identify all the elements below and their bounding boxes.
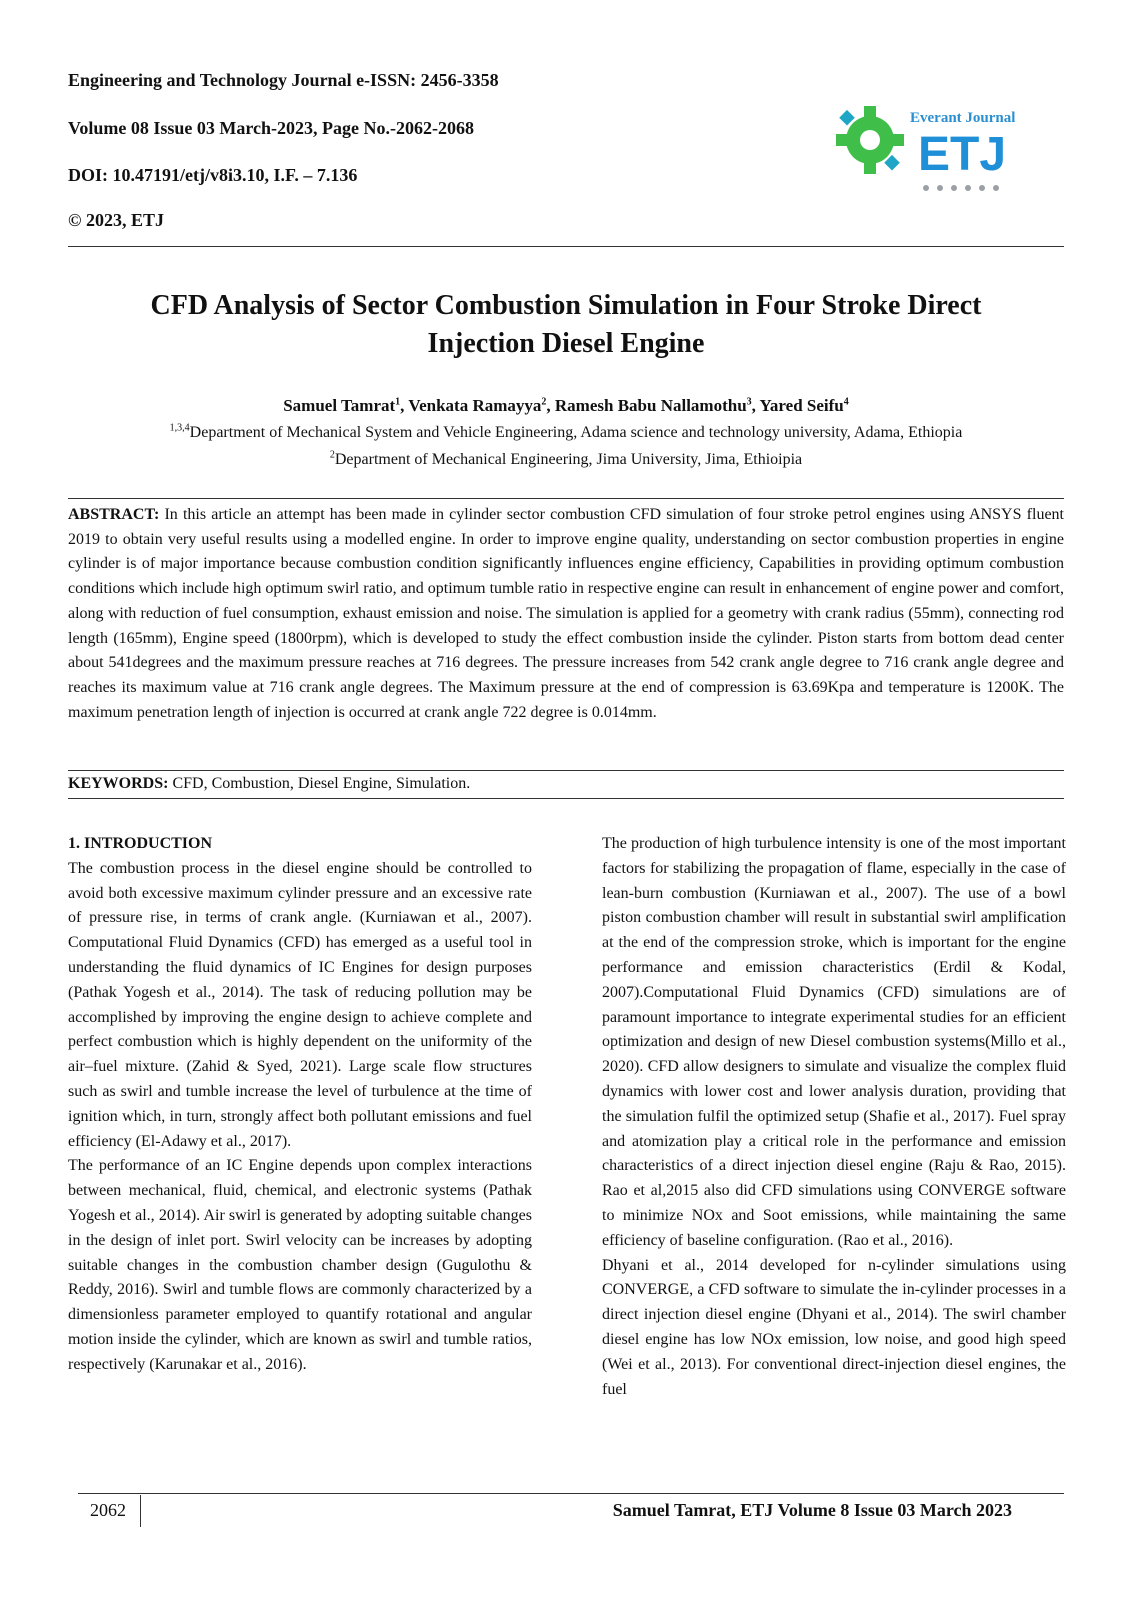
keywords-top-divider [68,770,1064,771]
abstract-text: In this article an attempt has been made in cylinder sector combustion CFD simulation of four stroke petrol engines using ANSYS fluent 2019 to obtain very useful results using a modelled engine. In order to improve engine quality, understanding on sector combustion properties in engine cylinder is of major importance because combustion condition significantly influences engine efficiency, Capabilities in providing optimum combustion conditions which include high optimum swirl ratio, and optimum tumble ratio in respective engine can result in enhancement of engine power and comfort, along with reduction of fuel consumption, exhaust emission and noise. The simulation is applied for a geometry with crank radius (55mm), connecting rod length (165mm), Engine speed (1800rpm), which is developed to study the effect combustion inside the cylinder. Piston starts from bottom dead center about 541degrees and the maximum pressure reaches at 716 degrees. The pressure increases from 542 crank angle degree to 716 crank angle degree and reaches its maximum value at 716 crank angle degrees. The Maximum pressure at the end of compression is 63.69Kpa and temperature is 1200K. The maximum penetration length of injection is occurred at crank angle 722 degree is 0.014mm. [68,506,1064,721]
left-column [68,832,532,1378]
paper-title [68,287,1064,363]
keywords-text: CFD, Combustion, Diesel Engine, Simulation. [168,775,471,792]
author-4: Yared Seifu [759,396,844,415]
gear-icon [836,106,904,174]
title-line-1: CFD Analysis of Sector Combustion Simulation in Four Stroke Direct [150,290,982,321]
affiliation-1 [68,424,1064,442]
author-1: Samuel Tamrat [283,396,396,415]
author-list [68,396,1064,416]
title-line-2: Injection Diesel Engine [427,328,705,359]
logo-text-main: ETJ [918,128,1007,181]
logo-decoration [923,185,999,191]
intro-paragraph-4: Dhyani et al., 2014 developed for n-cylinder simulations using CONVERGE, a CFD software to simulate the in-cylinder processes in a direct injection diesel engine (Dhyani et al., 2014). The swirl chamber diesel engine has low NOx emission, low noise, and good high speed (Wei et al., 2013). For conventional direct-injection diesel engines, the fuel [602,1256,1066,1398]
journal-name: Engineering and Technology Journal e-ISSN: 2456-3358 [68,70,499,90]
abstract-label: ABSTRACT: [68,506,160,523]
author-sep: , [400,396,409,415]
etj-logo [826,96,1036,198]
affiliation-2-text: Department of Mechanical Engineering, Jima University, Jima, Ethioipia [334,451,803,468]
page-number: 2062 [90,1500,126,1520]
running-footer: Samuel Tamrat, ETJ Volume 8 Issue 03 March 2023 [612,1500,1012,1520]
logo-text-top: Everant Journal [910,110,1016,126]
abstract [68,503,1064,725]
affiliation-1-text: Department of Mechanical System and Vehicle Engineering, Adama science and technology university, Adama, Ethiopia [189,424,963,441]
doi-info: DOI: 10.47191/etj/v8i3.10, I.F. – 7.136 [68,165,358,185]
keywords [68,775,1064,793]
footer-divider [78,1493,1064,1494]
copyright: © 2023, ETJ [68,210,164,230]
author-sep: , [546,396,555,415]
intro-paragraph-2: The performance of an IC Engine depends upon complex interactions between mechanical, fluid, chemical, and electronic systems (Pathak Yogesh et al., 2014). Air swirl is generated by adopting suitable changes in the design of inlet port. Swirl velocity can be increases by adopting suitable changes in the combustion chamber design (Gugulothu & Reddy, 2016). Swirl and tumble flows are commonly characterized by a dimensionless parameter employed to quantify rotational and angular motion inside the cylinder, which are known as swirl and tumble ratios, respectively (Karunakar et al., 2016). [68,1157,532,1373]
intro-paragraph-1: The combustion process in the diesel engine should be controlled to avoid both excessive maximum cylinder pressure and an excessive rate of pressure rise, in terms of crank angle. (Kurniawan et al., 2007). Computational Fluid Dynamics (CFD) has emerged as a useful tool in understanding the fluid dynamics of IC Engines for design purposes (Pathak Yogesh et al., 2014). The task of reducing pollution may be accomplished by improving the engine design to achieve complete and perfect combustion which is highly dependent on the uniformity of the air–fuel mixture. (Zahid & Syed, 2021). Large scale flow structures such as swirl and tumble increase the level of turbulence at the time of ignition which, in turn, strongly affect both pollutant emissions and fuel efficiency (El-Adawy et al., 2017). [68,859,532,1150]
header-divider [68,246,1064,247]
intro-paragraph-3: The production of high turbulence intensity is one of the most important factors for stabilizing the propagation of flame, especially in the case of lean-burn combustion (Kurniawan et al., 2007). The use of a bowl piston combustion chamber will result in substantial swirl amplification at the end of the compression stroke, which is important for the engine performance and emission characteristics (Erdil & Kodal, 2007).Computational Fluid Dynamics (CFD) simulations are of paramount importance to integrate experimental studies for an efficient optimization and design of new Diesel combustion systems(Millo et al., 2020). CFD allow designers to simulate and visualize the complex fluid dynamics with lower cost and lower analysis duration, providing that the simulation fulfil the optimized setup (Shafie et al., 2017). Fuel spray and atomization play a critical role in the performance and emission characteristics of a direct injection diesel engine (Raju & Rao, 2015). Rao et al,2015 also did CFD simulations using CONVERGE software to minimize NOx and Soot emissions, while maintaining the same efficiency of baseline configuration. (Rao et al., 2016). [602,835,1066,1249]
abstract-top-divider [68,498,1064,499]
affiliation-2 [68,451,1064,469]
section-heading-introduction: 1. INTRODUCTION [68,835,213,852]
author-2: Venkata Ramayya [408,396,542,415]
author-1-sup: 1 [395,396,401,408]
author-3: Ramesh Babu Nallamothu [554,396,747,415]
keywords-label: KEYWORDS: [68,775,169,792]
author-sep: , [751,396,760,415]
author-4-sup: 4 [843,396,849,408]
affiliation-1-sup: 1,3,4 [169,422,190,434]
page-number-separator [140,1495,141,1527]
affiliation-2-sup: 2 [329,449,335,461]
right-column [602,832,1066,1402]
volume-info: Volume 08 Issue 03 March-2023, Page No.-2062-2068 [68,118,474,138]
author-3-sup: 3 [746,396,752,408]
author-2-sup: 2 [541,396,547,408]
keywords-bottom-divider [68,798,1064,799]
